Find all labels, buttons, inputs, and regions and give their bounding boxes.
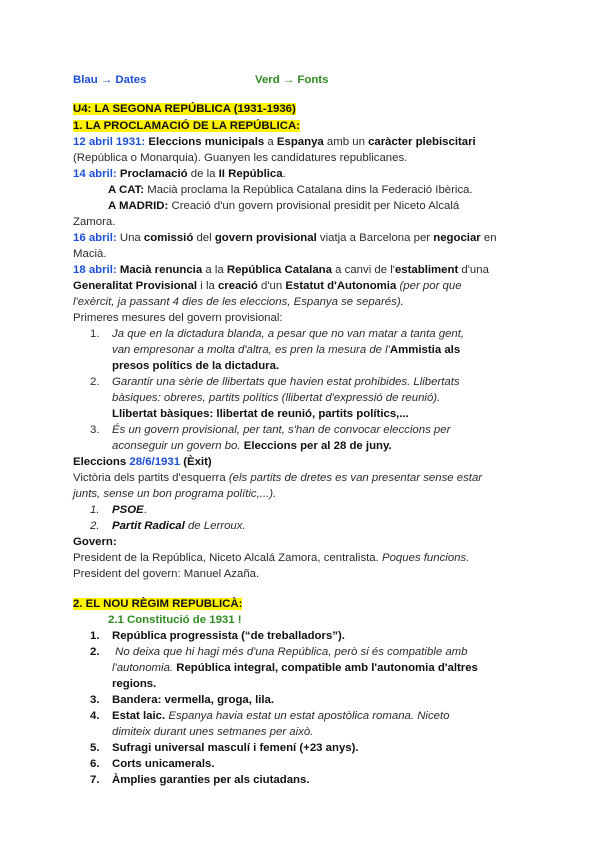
legend-blue: Blau → Dates: [73, 74, 147, 86]
paragraph-16-abril: 16 abril: Una comissió del govern provisional viatja a Barcelona per negociar en: [73, 232, 497, 244]
legend-green-row: [255, 72, 328, 88]
measure-1: 1. Ja que en la dictadura blanda, a pesar que no van matar a tanta gent,: [90, 328, 465, 340]
measure-1-cont-2: presos polítics de la dictadura.: [112, 360, 280, 372]
party-1: 1. PSOE.: [90, 504, 147, 516]
measure-3: 3. És un govern provisional, per tant, s'han de convocar eleccions per: [90, 424, 451, 436]
paragraph-16-abril-cont: Macià.: [73, 248, 107, 260]
elections-text-cont: junts, sense un bon programa polític,...).: [73, 488, 277, 500]
constitution-item-5: 5. Sufragi universal masculí i femení (+23 anys).: [90, 742, 359, 754]
constitution-item-2-cont: l'autonomia. República integral, compatible amb l'autonomia d'altres: [112, 662, 478, 674]
constitution-item-7: 7. Àmplies garanties per als ciutadans.: [90, 774, 310, 786]
party-2: 2. Partit Radical de Lerroux.: [90, 520, 246, 532]
constitution-item-1: 1. República progressista (“de treballadors”).: [90, 630, 345, 642]
paragraph-a-madrid: A MADRID: Creació d'un govern provisional presidit per Niceto Alcalá: [108, 200, 460, 212]
elections-text: Victòria dels partits d'esquerra (els partits de dretes es van presentar sense estar: [73, 472, 483, 484]
elections-title: Eleccions 28/6/1931 (Èxit): [73, 456, 212, 468]
constitution-item-3: 3. Bandera: vermella, groga, lila.: [90, 694, 275, 706]
constitution-item-2-cont-2: regions.: [112, 678, 157, 690]
measure-1-cont: van empresonar a molta d'altra, es pren la mesura de l'Ammistia als: [112, 344, 461, 356]
subsection-title: 2.1 Constitució de 1931 !: [108, 614, 242, 626]
paragraph-a-madrid-cont: Zamora.: [73, 216, 116, 228]
government-prime: President del govern: Manuel Azaña.: [73, 568, 260, 580]
section-2-title: 2. EL NOU RÈGIM REPUBLICÀ:: [73, 598, 243, 610]
paragraph-12-abril: 12 abril 1931: Eleccions municipals a Espanya amb un caràcter plebiscitari: [73, 136, 476, 148]
measure-2-cont: bàsiques: obreres, partits polítics (llibertat d'expressió de reunió).: [112, 392, 441, 404]
legend-row: [73, 72, 146, 88]
constitution-item-2: 2. No deixa que hi hagi més d'una República, però si és compatible amb: [90, 646, 468, 658]
paragraph-18-abril-3: l'exèrcit, ja passant 4 dies de les eleccions, Espanya se separés).: [73, 296, 404, 308]
paragraph-18-abril-2: Generalitat Provisional i la creació d'un Estatut d'Autonomia (per por que: [73, 280, 462, 292]
measure-2: 2. Garantir una sèrie de llibertats que havien estat prohibides. Llibertats: [90, 376, 460, 388]
paragraph-12-abril-cont: (República o Monarquia). Guanyen les candidatures republicanes.: [73, 152, 408, 164]
constitution-item-4: 4. Estat laic. Espanya havia estat un estat apostòlica romana. Niceto: [90, 710, 450, 722]
constitution-item-6: 6. Corts unicamerals.: [90, 758, 215, 770]
unit-title: U4: LA SEGONA REPÚBLICA (1931-1936): [73, 103, 296, 115]
paragraph-14-abril: 14 abril: Proclamació de la II República.: [73, 168, 286, 180]
constitution-item-4-cont: dimiteix durant unes setmanes per això.: [112, 726, 314, 738]
government-title: Govern:: [73, 536, 117, 548]
measure-2-cont-2: Llibertat bàsiques: llibertat de reunió, partits polítics,...: [112, 408, 409, 420]
legend-green: Verd → Fonts: [255, 74, 329, 86]
measure-3-cont: aconseguir un govern bo. Eleccions per al 28 de juny.: [112, 440, 392, 452]
measures-intro: Primeres mesures del govern provisional:: [73, 312, 283, 324]
paragraph-18-abril: 18 abril: Macià renuncia a la República Catalana a canvi de l'establiment d'una: [73, 264, 489, 276]
government-president: President de la República, Niceto Alcalá Zamora, centralista. Poques funcions.: [73, 552, 470, 564]
section-1-title: 1. LA PROCLAMACIÓ DE LA REPÚBLICA:: [73, 120, 300, 132]
paragraph-a-cat: A CAT: Macià proclama la República Catalana dins la Federació Ibèrica.: [108, 184, 473, 196]
